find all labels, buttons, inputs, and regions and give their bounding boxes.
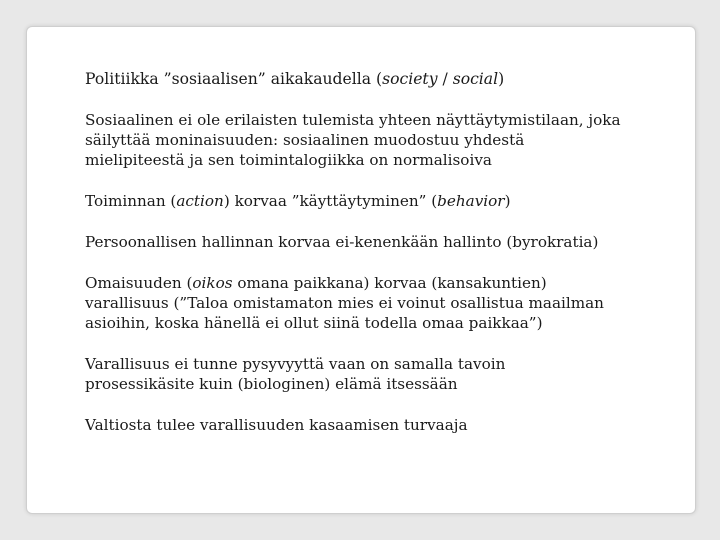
paragraph-2 bbox=[85, 191, 665, 211]
paragraph-4-line-2: varallisuus (”Taloa omistamaton mies ei voinut osallistua maailman bbox=[85, 294, 604, 312]
title-italic-social: social bbox=[452, 70, 499, 88]
paragraph-5-line-2: prosessikäsite kuin (biologinen) elämä itsessään bbox=[85, 375, 458, 393]
paragraph-3-text: Persoonallisen hallinnan korvaa ei-kenenkään hallinto (byrokratia) bbox=[85, 233, 599, 251]
slide-title bbox=[85, 69, 665, 89]
paragraph-4-text-b: omana paikkana) korvaa (kansakuntien) bbox=[232, 274, 547, 292]
paragraph-1-line-1: Sosiaalinen ei ole erilaisten tulemista yhteen näyttäytymistilaan, joka bbox=[85, 111, 621, 129]
paragraph-6 bbox=[85, 415, 665, 435]
title-italic-society: society bbox=[382, 70, 438, 88]
paragraph-2-italic-action: action bbox=[176, 192, 224, 210]
paragraph-5 bbox=[85, 354, 665, 394]
paragraph-2-text-c: ) bbox=[504, 192, 511, 210]
paragraph-4-line-3: asioihin, koska hänellä ei ollut siinä todella omaa paikkaa”) bbox=[85, 314, 543, 332]
paragraph-2-italic-behavior: behavior bbox=[437, 192, 505, 210]
title-text-b: / bbox=[437, 70, 453, 88]
title-text-a: Politiikka ”sosiaalisen” aikakaudella ( bbox=[85, 70, 383, 88]
paragraph-1-line-3: mielipiteestä ja sen toimintalogiikka on normalisoiva bbox=[85, 151, 492, 169]
paragraph-2-text-b: ) korvaa ”käyttäytyminen” ( bbox=[223, 192, 438, 210]
paragraph-4-text-a: Omaisuuden ( bbox=[85, 274, 193, 292]
paragraph-6-text: Valtiosta tulee varallisuuden kasaamisen turvaaja bbox=[85, 416, 468, 434]
slide bbox=[26, 26, 696, 514]
title-text-c: ) bbox=[498, 70, 505, 88]
paragraph-4-italic-oikos: oikos bbox=[192, 274, 233, 292]
paragraph-1-line-2: säilyttää moninaisuuden: sosiaalinen muodostuu yhdestä bbox=[85, 131, 525, 149]
paragraph-4 bbox=[85, 273, 665, 333]
paragraph-5-line-1: Varallisuus ei tunne pysyvyyttä vaan on samalla tavoin bbox=[85, 355, 506, 373]
paragraph-2-text-a: Toiminnan ( bbox=[85, 192, 177, 210]
paragraph-3 bbox=[85, 232, 665, 252]
paragraph-1 bbox=[85, 110, 665, 170]
slide-content bbox=[85, 69, 665, 435]
